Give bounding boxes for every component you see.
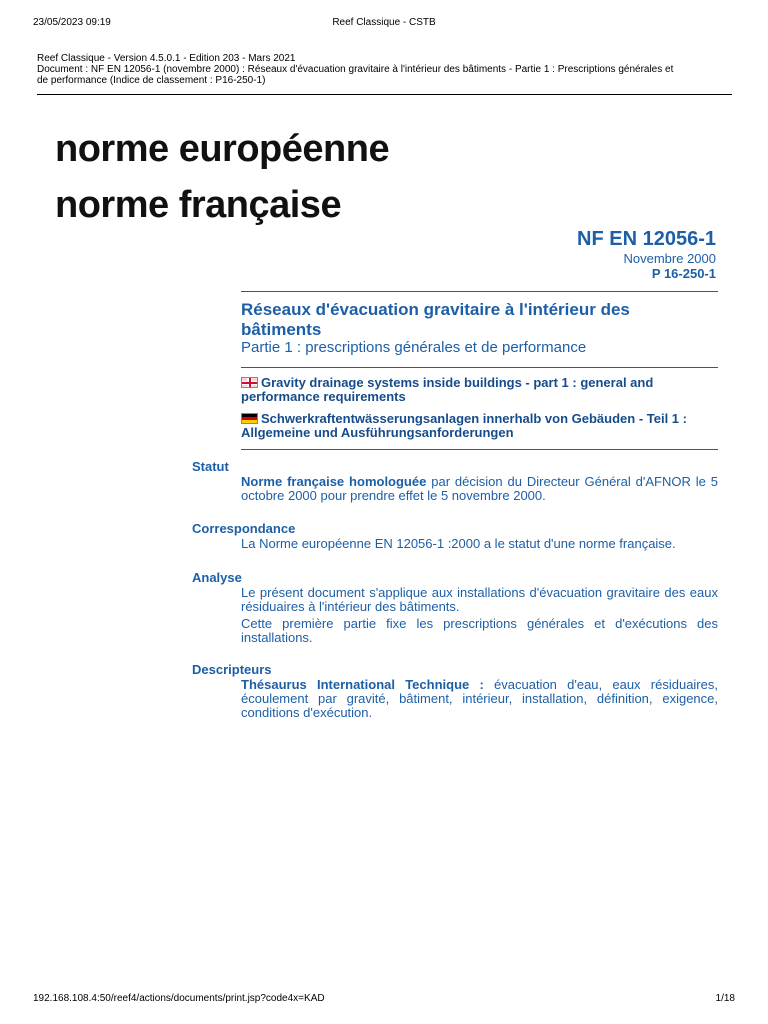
title-divider-top: [241, 291, 718, 292]
section-body-analyse: [241, 586, 718, 648]
statut-emphasis: Norme française homologuée: [241, 474, 427, 489]
print-datetime: 23/05/2023 09:19: [33, 17, 111, 28]
section-label-analyse: Analyse: [192, 570, 242, 585]
print-page-title: Reef Classique - CSTB: [332, 17, 436, 28]
cover-subtitle-clip: [55, 183, 415, 226]
part-subtitle: Partie 1 : prescriptions générales et de performance: [241, 339, 587, 356]
section-body-descripteurs: [241, 678, 718, 720]
uk-flag-icon: [241, 377, 258, 388]
analyse-paragraph-1: Le présent document s'applique aux installations d'évacuation gravitaire des eaux résiduaires à l'intérieur des bâtiments.: [241, 585, 718, 614]
meta-line-version: Reef Classique - Version 4.5.0.1 - Edition 203 - Mars 2021: [37, 53, 296, 64]
title-divider-middle: [241, 367, 718, 368]
cover-subtitle: norme française: [55, 184, 342, 226]
descripteurs-emphasis: Thésaurus International Technique :: [241, 677, 484, 692]
english-title-text: Gravity drainage systems inside buildings - part 1 : general and performance requirements: [241, 375, 654, 404]
standard-code: NF EN 12056-1: [577, 228, 716, 250]
document-meta: [37, 53, 737, 86]
cover-title: norme européenne: [55, 128, 390, 170]
main-title: Réseaux d'évacuation gravitaire à l'intérieur des bâtiments: [241, 300, 630, 339]
standard-date: Novembre 2000: [623, 251, 716, 266]
meta-line-document: Document : NF EN 12056-1 (novembre 2000) : Réseaux d'évacuation gravitaire à l'intérieur des bâtiments - Partie 1 : Prescriptions générales et: [37, 64, 674, 75]
correspondance-text: La Norme européenne EN 12056-1 :2000 a le statut d'une norme française.: [241, 536, 676, 551]
standard-classification: P 16-250-1: [651, 266, 716, 281]
analyse-paragraph-2: Cette première partie fixe les prescriptions générales et d'exécutions des installations.: [241, 616, 718, 645]
section-label-correspondance: Correspondance: [192, 521, 296, 536]
page-number: 1/18: [715, 993, 735, 1004]
descripteurs-text: évacuation d'eau, eaux résiduaires, écoulement par gravité, bâtiment, intérieur, installation, définition, exigence, conditions d'exécution.: [241, 677, 718, 720]
statut-text: par décision du Directeur Général d'AFNOR le 5 octobre 2000 pour prendre effet le 5 novembre 2000.: [241, 474, 718, 503]
german-title-text: Schwerkraftentwässerungsanlagen innerhalb von Gebäuden - Teil 1 : Allgemeine und Ausführungsanforderungen: [241, 411, 687, 440]
german-title: [241, 412, 718, 440]
section-label-statut: Statut: [192, 459, 229, 474]
title-divider-bottom: [241, 449, 718, 450]
section-label-descripteurs: Descripteurs: [192, 662, 272, 677]
print-url: 192.168.108.4:50/reef4/actions/documents/print.jsp?code4x=KAD: [33, 993, 325, 1004]
english-title: [241, 376, 718, 404]
germany-flag-icon: [241, 413, 258, 424]
section-body-correspondance: [241, 537, 718, 551]
meta-line-classification: de performance (Indice de classement : P16-250-1): [37, 75, 266, 86]
section-body-statut: [241, 475, 718, 503]
header-divider: [37, 94, 732, 95]
